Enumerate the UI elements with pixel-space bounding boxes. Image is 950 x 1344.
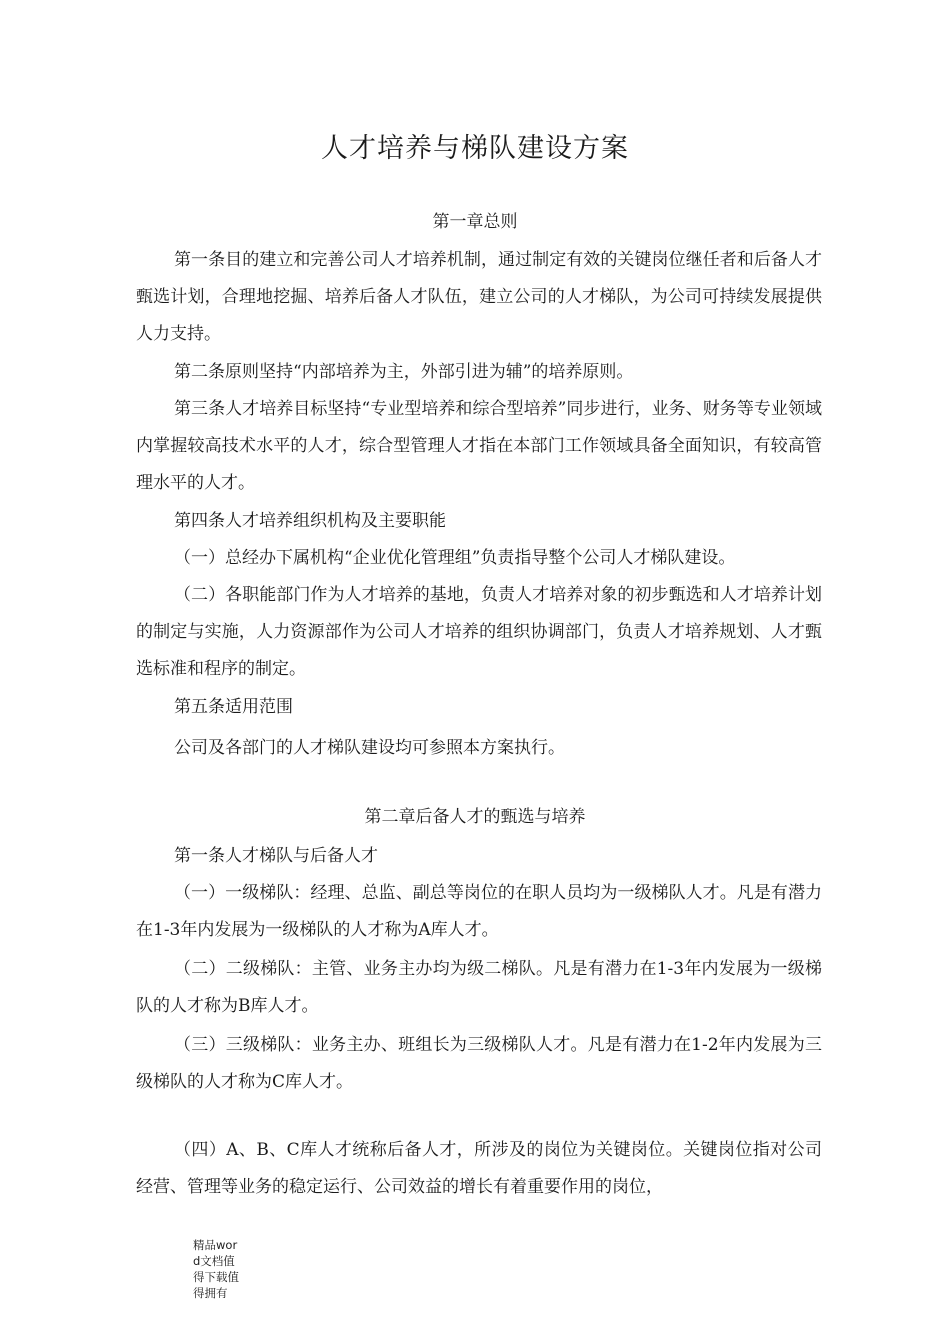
chapter-1-heading: 第一章总则 — [432, 212, 518, 232]
chapter-2-article-1-item-3: （三）三级梯队：业务主办、班组长为三级梯队人才。凡是有潜力在1-2年内发展为三级梯队的人才称为C库人才。 — [136, 1035, 822, 1092]
chapter-2-article-1: 第一条人才梯队与后备人才 — [174, 846, 378, 866]
chapter-1-article-1: 第一条目的建立和完善公司人才培养机制，通过制定有效的关键岗位继任者和后备人才甄选计划，合理地挖掘、培养后备人才队伍，建立公司的人才梯队，为公司可持续发展提供人力支持。 — [136, 250, 822, 344]
footer-note: 精品word文档值得下载值得拥有 — [193, 1238, 239, 1300]
chapter-1-article-5: 第五条适用范围 — [174, 697, 293, 717]
chapter-2-heading: 第二章后备人才的甄选与培养 — [364, 807, 586, 827]
chapter-1-article-4-item-1: （一）总经办下属机构“企业优化管理组”负责指导整个公司人才梯队建设。 — [174, 548, 736, 568]
chapter-2-article-1-item-1: （一）一级梯队：经理、总监、副总等岗位的在职人员均为一级梯队人才。凡是有潜力在1-3年内发展为一级梯队的人才称为A库人才。 — [136, 883, 822, 940]
chapter-1-article-3: 第三条人才培养目标坚持“专业型培养和综合型培养”同步进行，业务、财务等专业领域内掌握较高技术水平的人才，综合型管理人才指在本部门工作领域具备全面知识，有较高管理水平的人才。 — [136, 399, 822, 493]
document-title: 人才培养与梯队建设方案 — [321, 133, 629, 164]
chapter-1-article-5-body: 公司及各部门的人才梯队建设均可参照本方案执行。 — [174, 738, 565, 758]
chapter-2-article-1-item-2: （二）二级梯队：主管、业务主办均为级二梯队。凡是有潜力在1-3年内发展为一级梯队的人才称为B库人才。 — [136, 959, 822, 1016]
chapter-1-article-2: 第二条原则坚持“内部培养为主，外部引进为辅”的培养原则。 — [174, 362, 634, 382]
chapter-1-article-4: 第四条人才培养组织机构及主要职能 — [174, 511, 446, 531]
chapter-1-article-4-item-2: （二）各职能部门作为人才培养的基地，负责人才培养对象的初步甄选和人才培养计划的制定与实施，人力资源部作为公司人才培养的组织协调部门，负责人才培养规划、人才甄选标准和程序的制定。 — [136, 585, 822, 679]
chapter-2-article-1-item-4: （四）A、B、C库人才统称后备人才，所涉及的岗位为关键岗位。关键岗位指对公司经营、管理等业务的稳定运行、公司效益的增长有着重要作用的岗位， — [136, 1140, 822, 1197]
